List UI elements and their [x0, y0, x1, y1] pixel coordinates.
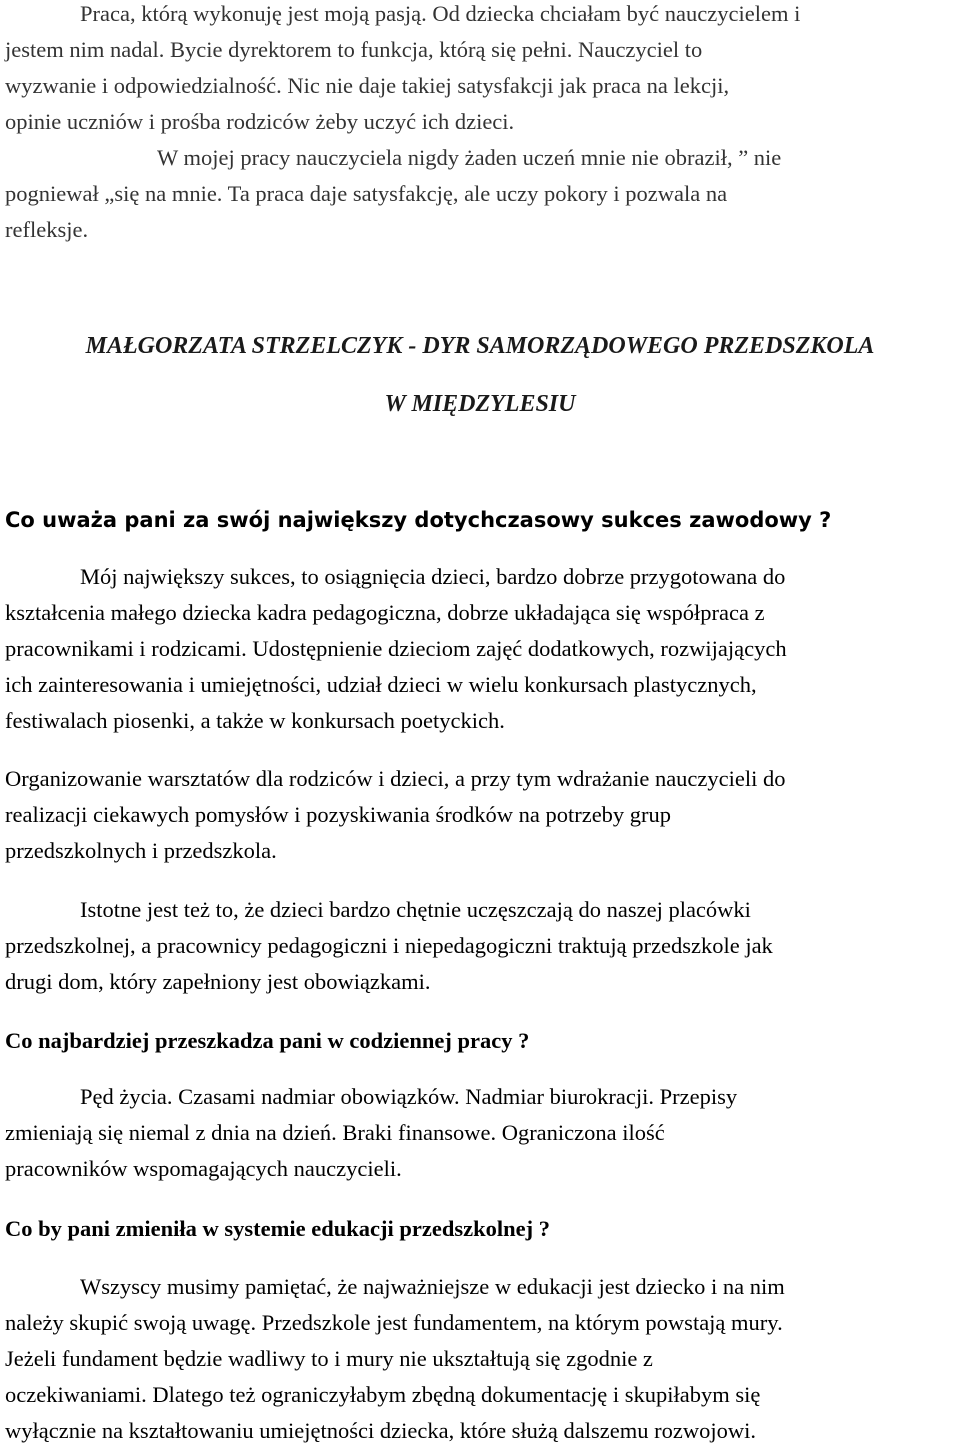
answer-paragraph [5, 761, 960, 869]
text-line: realizacji ciekawych pomysłów i pozyskiwania środków na potrzeby grup [5, 802, 672, 827]
text-line: drugi dom, który zapełniony jest obowiązkami. [5, 969, 431, 994]
text-line: refleksje. [5, 217, 89, 242]
text-line: należy skupić swoją uwagę. Przedszkole jest fundamentem, na którym powstają mury. [5, 1310, 783, 1335]
question-heading: Co najbardziej przeszkadza pani w codziennej pracy ? [5, 1028, 530, 1053]
text-line: kształcenia małego dziecka kadra pedagogiczna, dobrze układająca się współpraca z [5, 600, 765, 625]
text-line: Organizowanie warsztatów dla rodziców i dzieci, a przy tym wdrażanie nauczycieli do [5, 766, 786, 791]
text-line: Mój największy sukces, to osiągnięcia dzieci, bardzo dobrze przygotowana do [80, 564, 786, 589]
text-line: przedszkolnej, a pracownicy pedagogiczni i niepedagogiczni traktują przedszkole jak [5, 933, 773, 958]
answer-paragraph [5, 1079, 960, 1187]
text-line: Pęd życia. Czasami nadmiar obowiązków. Nadmiar biurokracji. Przepisy [80, 1084, 738, 1109]
answer-paragraph [5, 892, 960, 1000]
text-line: pogniewał „się na mnie. Ta praca daje satysfakcję, ale uczy pokory i pozwala na [5, 181, 728, 206]
text-line: oczekiwaniami. Dlatego też ograniczyłabym zbędną dokumentację i skupiłabym się [5, 1382, 761, 1407]
text-line: wyłącznie na kształtowaniu umiejętności dziecka, które służą dalszemu rozwojowi. [5, 1418, 756, 1443]
answer-paragraph [5, 1269, 960, 1449]
text-line: Istotne jest też to, że dzieci bardzo chętnie uczęszczają do naszej placówki [80, 897, 751, 922]
text-line: Praca, którą wykonuję jest moją pasją. Od dziecka chciałam być nauczycielem i [80, 1, 801, 26]
text-line: zmieniają się niemal z dnia na dzień. Braki finansowe. Ograniczona ilość [5, 1120, 665, 1145]
text-line: wyzwanie i odpowiedzialność. Nic nie daje takiej satysfakcji jak praca na lekcji, [5, 73, 730, 98]
text-line: przedszkolnych i przedszkola. [5, 838, 277, 863]
person-location: W MIĘDZYLESIU [384, 391, 576, 417]
text-line: opinie uczniów i prośba rodziców żeby uczyć ich dzieci. [5, 109, 515, 134]
text-line: jestem nim nadal. Bycie dyrektorem to funkcja, którą się pełni. Nauczyciel to [5, 37, 703, 62]
answer-paragraph [5, 559, 960, 739]
person-heading: MAŁGORZATA STRZELCZYK - DYR SAMORZĄDOWEGO PRZEDSZKOLA [85, 333, 875, 359]
question-heading: Co uważa pani za swój największy dotychczasowy sukces zawodowy ? [5, 508, 832, 532]
text-line: pracowników wspomagających nauczycieli. [5, 1156, 402, 1181]
text-line: festiwalach piosenki, a także w konkursach poetyckich. [5, 708, 505, 733]
intro-paragraph [5, 0, 960, 248]
text-line: pracownikami i rodzicami. Udostępnienie dzieciom zajęć dodatkowych, rozwijających [5, 636, 787, 661]
text-line: ich zainteresowania i umiejętności, udział dzieci w wielu konkursach plastycznych, [5, 672, 757, 697]
question-heading: Co by pani zmieniła w systemie edukacji przedszkolnej ? [5, 1216, 550, 1241]
text-line: W mojej pracy nauczyciela nigdy żaden uczeń mnie nie obraził, ” nie [157, 145, 782, 170]
text-line: Jeżeli fundament będzie wadliwy to i mury nie ukształtują się zgodnie z [5, 1346, 653, 1371]
text-line: Wszyscy musimy pamiętać, że najważniejsze w edukacji jest dziecko i na nim [80, 1274, 785, 1299]
